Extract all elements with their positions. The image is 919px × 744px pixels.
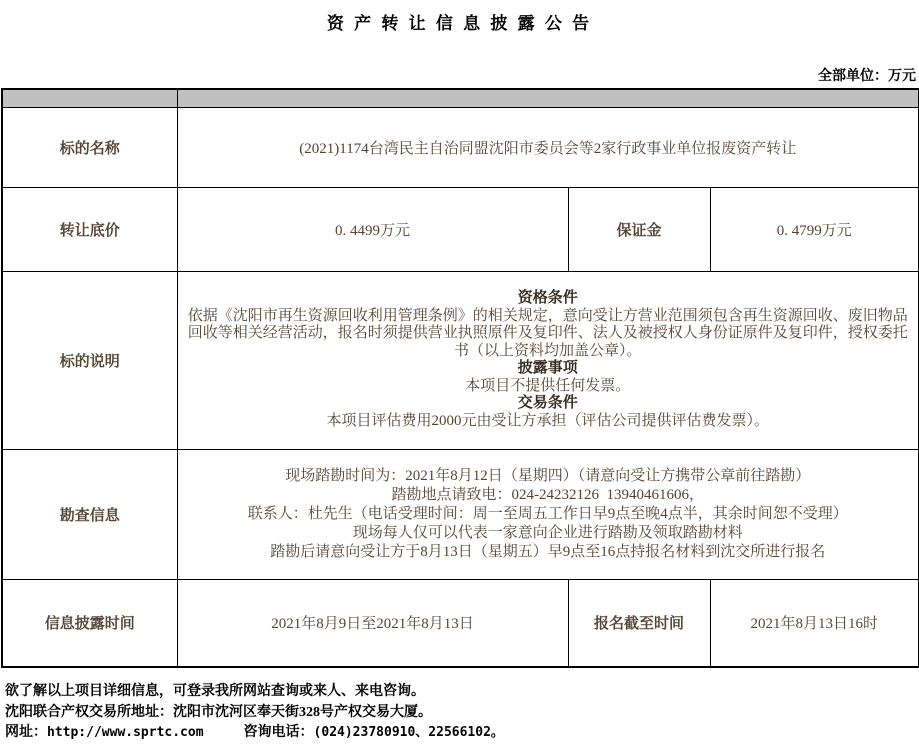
phone-numbers: (024)23780910、22566102。 (313, 725, 504, 740)
page-title: 资 产 转 让 信 息 披 露 公 告 (326, 14, 593, 33)
row-subject-description (2, 271, 919, 449)
footer-address-line: 沈阳联合产权交易所地址：沈阳市沈河区奉天街328号产权交易大厦。 (5, 704, 432, 720)
survey-line-phone: 踏勘地点请致电：024-24232126 13940461606， (391, 486, 704, 503)
row-dates (2, 579, 919, 667)
disclosure-table (1, 88, 919, 668)
website-label: 网址： (5, 725, 47, 740)
footer-contact-line (5, 723, 919, 744)
label-base-price: 转让底价 (2, 187, 177, 271)
desc-body-disclosure: 本项目不提供任何发票。 (465, 377, 631, 394)
header-cell-left (2, 89, 177, 107)
survey-line-rule: 现场每人仅可以代表一家意向企业进行踏勘及领取踏勘材料 (352, 524, 743, 541)
desc-body-trade-condition: 本项目评估费用2000元由受让方承担（评估公司提供评估费发票）。 (326, 412, 769, 429)
value-subject-description (177, 271, 919, 449)
table-header-row (2, 89, 919, 107)
website-url: http://www.sprtc.com (47, 725, 204, 740)
label-subject-description: 标的说明 (2, 271, 177, 449)
value-survey-info (177, 449, 919, 579)
label-survey-info: 勘查信息 (2, 449, 177, 579)
header-cell-right (177, 89, 919, 107)
label-signup-deadline: 报名截至时间 (568, 579, 710, 667)
desc-heading-trade-condition: 交易条件 (517, 395, 578, 411)
footer-info-line: 欲了解以上项目详细信息，可登录我所网站查询或来人、来电咨询。 (5, 684, 425, 699)
desc-heading-qualification: 资格条件 (517, 290, 578, 306)
label-disclosure-period: 信息披露时间 (2, 579, 177, 667)
row-subject-name (2, 107, 919, 187)
phone-label: 咨询电话： (243, 725, 314, 740)
value-base-price: 0. 4499万元 (177, 187, 568, 271)
survey-line-contact: 联系人：杜先生（电话受理时间：周一至周五工作日早9点至晚4点半，其余时间恕不受理） (247, 505, 848, 522)
row-price (2, 187, 919, 271)
label-deposit: 保证金 (568, 187, 710, 271)
survey-line-signup: 踏勘后请意向受让方于8月13日（星期五）早9点至16点持报名材料到沈交所进行报名 (270, 543, 826, 560)
value-subject-name: (2021)1174台湾民主自治同盟沈阳市委员会等2家行政事业单位报废资产转让 (177, 107, 919, 187)
row-survey-info (2, 449, 919, 579)
desc-body-qualification: 依据《沈阳市再生资源回收利用管理条例》的相关规定，意向受让方营业范围须包含再生资源回收、废旧物品回收等相关经营活动，报名时须提供营业执照原件及复印件、法人及被授权人身份证原件及复印件，授权委托书（以上资料均加盖公章）。 (187, 307, 908, 359)
footer (5, 682, 919, 744)
label-subject-name: 标的名称 (2, 107, 177, 187)
survey-line-time: 现场踏勘时间为：2021年8月12日（星期四）（请意向受让方携带公章前往踏勘） (285, 467, 811, 484)
unit-note: 全部单位：万元 (818, 69, 916, 84)
desc-heading-disclosure: 披露事项 (517, 360, 578, 376)
value-signup-deadline: 2021年8月13日16时 (710, 579, 919, 667)
value-deposit: 0. 4799万元 (710, 187, 919, 271)
value-disclosure-period: 2021年8月9日至2021年8月13日 (177, 579, 568, 667)
